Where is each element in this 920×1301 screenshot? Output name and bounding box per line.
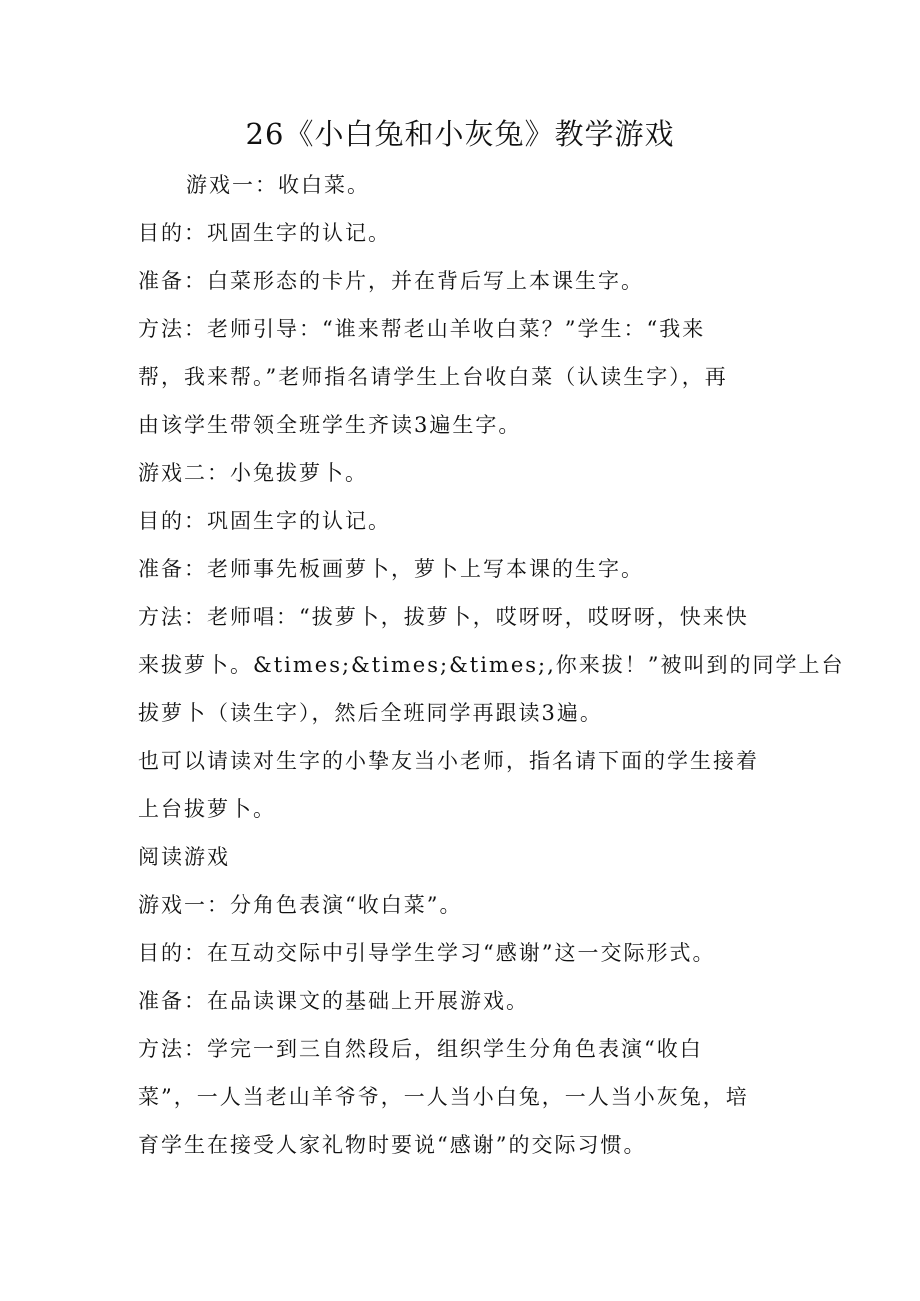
text-line: 也可以请读对生字的小挚友当小老师，指名请下面的学生接着 bbox=[138, 749, 759, 773]
reading-game-one-preparation bbox=[138, 977, 770, 1025]
text-line: 上台拔萝卜。 bbox=[138, 797, 276, 821]
text-line: 游戏二：小兔拔萝卜。 bbox=[138, 461, 368, 485]
game-one-purpose bbox=[138, 209, 770, 257]
text-line: 游戏一：分角色表演“收白菜”。 bbox=[138, 893, 463, 917]
reading-games-heading bbox=[138, 833, 770, 881]
text-line: 方法：老师引导：“谁来帮老山羊收白菜？”学生：“我来 bbox=[138, 317, 706, 341]
text-line: 育学生在接受人家礼物时要说“感谢”的交际习惯。 bbox=[138, 1133, 647, 1157]
text-line: 目的：巩固生字的认记。 bbox=[138, 221, 391, 245]
game-two-method bbox=[138, 593, 845, 737]
game-two-purpose bbox=[138, 497, 770, 545]
game-two-extension bbox=[138, 737, 770, 833]
text-line: 方法：老师唱：“拔萝卜，拔萝卜，哎呀呀，哎呀呀，快来快 bbox=[138, 605, 749, 629]
game-one-preparation bbox=[138, 257, 770, 305]
text-line: 帮，我来帮。”老师指名请学生上台收白菜（认读生字），再 bbox=[138, 365, 728, 389]
game-one-method bbox=[138, 305, 770, 449]
text-line: 由该学生带领全班学生齐读3遍生字。 bbox=[138, 413, 522, 437]
reading-game-one-purpose bbox=[138, 929, 770, 977]
game-two-preparation bbox=[138, 545, 770, 593]
reading-game-one-heading bbox=[138, 881, 770, 929]
reading-game-one-method bbox=[138, 1025, 770, 1169]
text-line: 来拔萝卜。&times;&times;&times;,你来拔！”被叫到的同学上台 bbox=[138, 653, 845, 677]
text-line: 准备：在品读课文的基础上开展游戏。 bbox=[138, 989, 529, 1013]
text-line: 游戏一：收白菜。 bbox=[186, 173, 370, 197]
text-line: 准备：白菜形态的卡片，并在背后写上本课生字。 bbox=[138, 269, 644, 293]
game-one-heading bbox=[186, 161, 818, 209]
text-line: 准备：老师事先板画萝卜，萝卜上写本课的生字。 bbox=[138, 557, 644, 581]
text-line: 菜”，一人当老山羊爷爷，一人当小白兔，一人当小灰兔，培 bbox=[138, 1085, 749, 1109]
text-line: 目的：在互动交际中引导学生学习“感谢”这一交际形式。 bbox=[138, 941, 716, 965]
text-line: 阅读游戏 bbox=[138, 845, 230, 869]
text-line: 目的：巩固生字的认记。 bbox=[138, 509, 391, 533]
text-line: 拔萝卜（读生字），然后全班同学再跟读3遍。 bbox=[138, 701, 603, 725]
document-title: 26《小白兔和小灰兔》教学游戏 bbox=[245, 117, 675, 151]
text-line: 方法：学完一到三自然段后，组织学生分角色表演“收白 bbox=[138, 1037, 703, 1061]
game-two-heading bbox=[138, 449, 770, 497]
